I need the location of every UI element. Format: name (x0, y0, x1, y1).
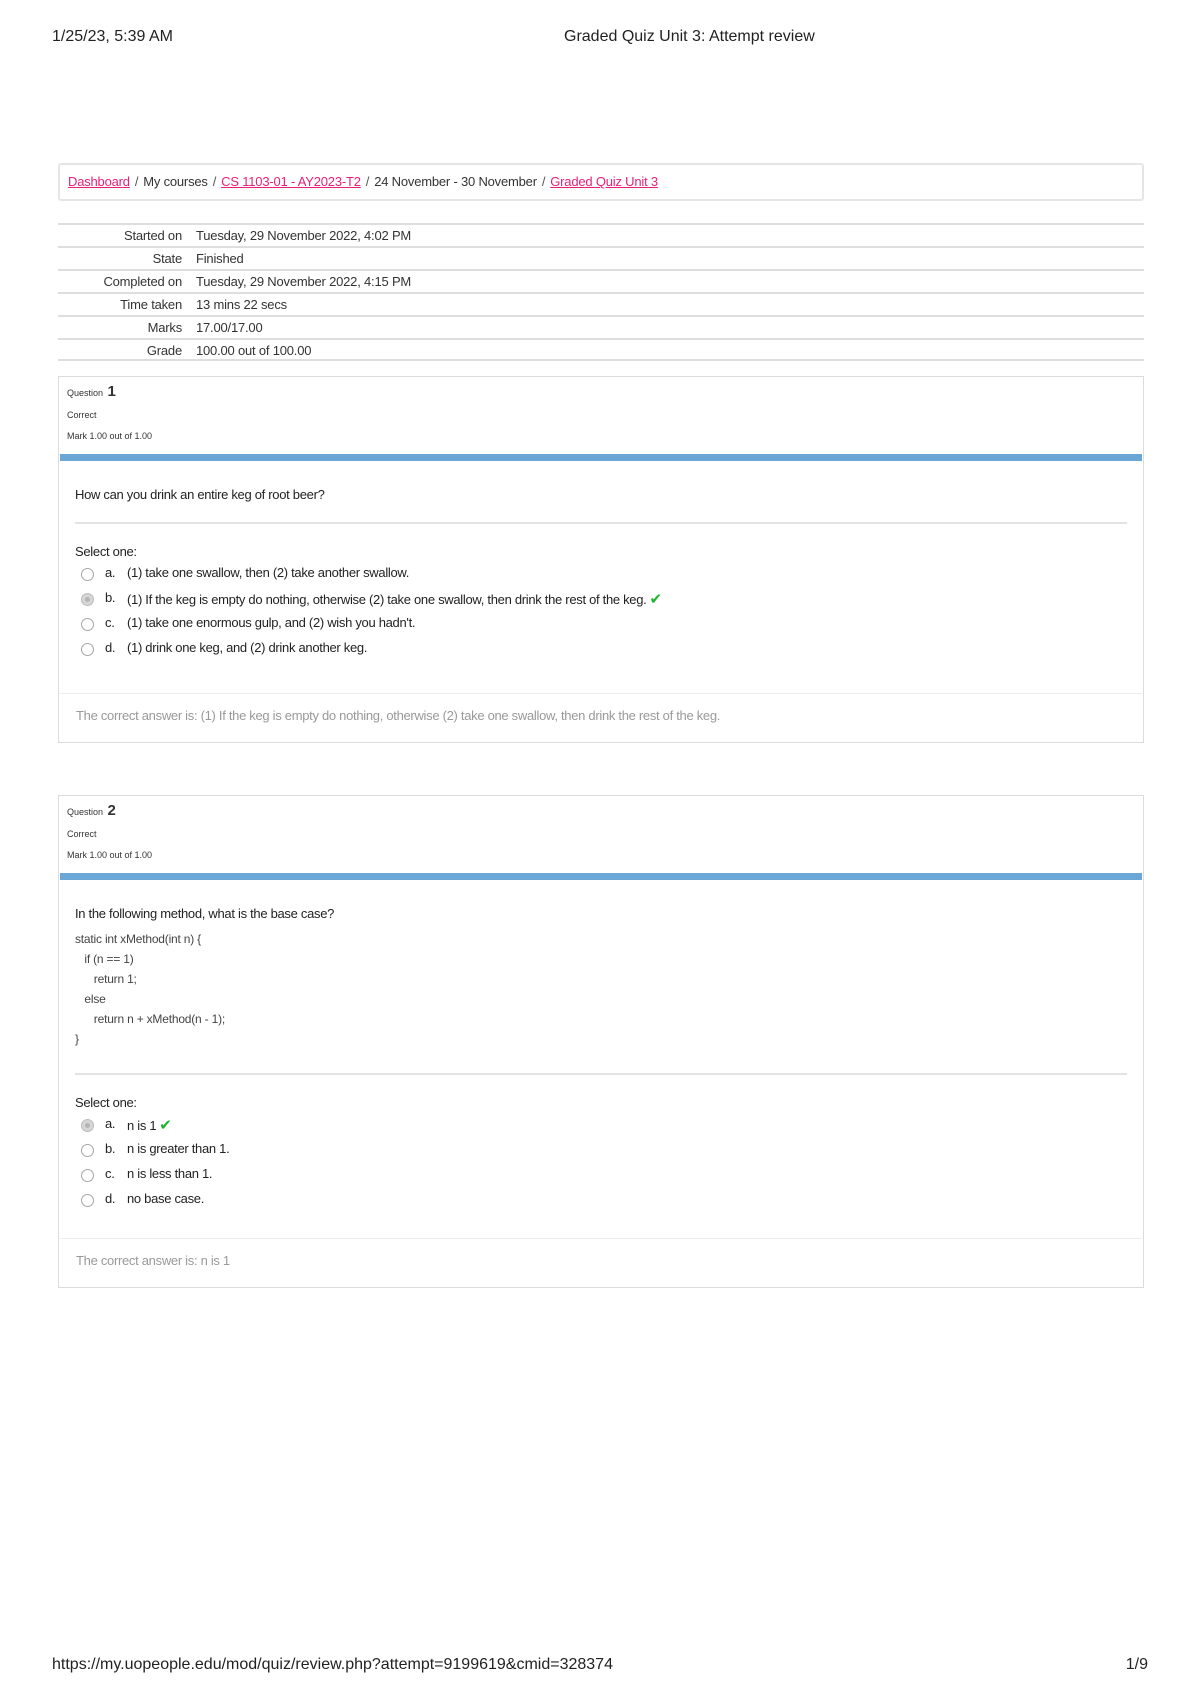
breadcrumb-course-link[interactable]: CS 1103-01 - AY2023-T2 (221, 174, 361, 189)
breadcrumb (58, 163, 1144, 201)
option-text: (1) take one swallow, then (2) take another swallow. (127, 565, 410, 580)
summary-value: 100.00 out of 100.00 (196, 343, 312, 358)
question-content (59, 880, 1143, 1238)
code-line: static int xMethod(int n) { (75, 932, 201, 946)
question-header-bar (60, 454, 1142, 461)
breadcrumb-separator: / (212, 174, 217, 189)
question-label: Question (67, 388, 104, 398)
summary-row-started (58, 223, 1144, 246)
answer-options (75, 1116, 1127, 1216)
option-text: (1) drink one keg, and (2) drink another keg. (127, 640, 368, 655)
radio-button[interactable] (81, 1169, 94, 1182)
summary-row-marks (58, 315, 1144, 338)
answer-option-d[interactable] (75, 640, 1127, 665)
breadcrumb-separator: / (134, 174, 139, 189)
option-text-wrap (127, 1116, 172, 1134)
summary-value: Finished (196, 251, 244, 266)
answer-option-a[interactable] (75, 565, 1127, 590)
option-text: (1) take one enormous gulp, and (2) wish you hadn't. (127, 615, 416, 630)
check-icon: ✔ (159, 1117, 172, 1134)
answer-option-d[interactable] (75, 1191, 1127, 1216)
summary-label: Started on (124, 228, 182, 243)
summary-label: State (152, 251, 182, 266)
breadcrumb-separator: / (365, 174, 370, 189)
code-snippet (75, 929, 1127, 1073)
summary-label: Marks (147, 320, 182, 335)
summary-row-state (58, 246, 1144, 269)
summary-row-completed (58, 269, 1144, 292)
radio-button[interactable] (81, 643, 94, 656)
summary-value: 13 mins 22 secs (196, 297, 287, 312)
code-line: else (75, 992, 106, 1006)
answer-option-b[interactable] (75, 590, 1127, 615)
option-text: (1) If the keg is empty do nothing, otherwise (2) take one swallow, then drink the rest of the keg. (127, 592, 647, 607)
print-date: 1/25/23, 5:39 AM (52, 28, 173, 45)
answer-option-a[interactable] (75, 1116, 1127, 1141)
option-letter: d. (105, 1191, 116, 1206)
question-number (67, 383, 116, 400)
summary-label: Grade (146, 343, 182, 358)
code-line: return n + xMethod(n - 1); (75, 1012, 225, 1026)
answer-option-c[interactable] (75, 615, 1127, 640)
radio-button[interactable] (81, 1144, 94, 1157)
question-info (59, 377, 1143, 454)
radio-button-selected[interactable] (81, 593, 94, 606)
check-icon: ✔ (649, 591, 662, 608)
question-divider (75, 522, 1127, 524)
select-one-prompt: Select one: (75, 1095, 137, 1110)
question-content (59, 461, 1143, 693)
print-footer (52, 1656, 1148, 1676)
question-2 (58, 795, 1144, 1288)
radio-button[interactable] (81, 618, 94, 631)
answer-option-c[interactable] (75, 1166, 1127, 1191)
print-title: Graded Quiz Unit 3: Attempt review (564, 28, 815, 45)
select-one-prompt: Select one: (75, 544, 137, 559)
option-text-wrap (127, 590, 662, 608)
summary-value: Tuesday, 29 November 2022, 4:02 PM (196, 228, 412, 243)
question-text: In the following method, what is the base case? (75, 906, 335, 921)
breadcrumb-dashboard-link[interactable]: Dashboard (68, 174, 130, 189)
question-state: Correct (67, 410, 97, 420)
print-header (52, 28, 1148, 48)
code-line: if (n == 1) (75, 952, 134, 966)
question-state: Correct (67, 829, 97, 839)
summary-label: Time taken (120, 297, 182, 312)
option-letter: a. (105, 565, 116, 580)
option-text: n is less than 1. (127, 1166, 213, 1181)
code-line: return 1; (75, 972, 137, 986)
question-number-value: 2 (107, 802, 116, 819)
page-number: 1/9 (1125, 1656, 1148, 1673)
option-text: n is greater than 1. (127, 1141, 230, 1156)
option-text: n is 1 (127, 1118, 157, 1133)
breadcrumb-quiz-link[interactable]: Graded Quiz Unit 3 (550, 174, 658, 189)
radio-button[interactable] (81, 568, 94, 581)
answer-option-b[interactable] (75, 1141, 1127, 1166)
question-label: Question (67, 807, 104, 817)
breadcrumb-my-courses: My courses (143, 174, 208, 189)
question-text: How can you drink an entire keg of root beer? (75, 487, 325, 502)
correct-answer-feedback: The correct answer is: (1) If the keg is empty do nothing, otherwise (2) take one swallow, then drink the rest of the keg. (60, 693, 1142, 739)
question-grade: Mark 1.00 out of 1.00 (67, 431, 153, 441)
summary-row-time-taken (58, 292, 1144, 315)
question-info (59, 796, 1143, 873)
option-letter: c. (105, 615, 115, 630)
summary-row-grade (58, 338, 1144, 361)
breadcrumb-separator: / (541, 174, 546, 189)
option-letter: b. (105, 590, 116, 605)
question-1 (58, 376, 1144, 743)
summary-value: 17.00/17.00 (196, 320, 263, 335)
attempt-summary-table (58, 223, 1144, 361)
question-header-bar (60, 873, 1142, 880)
option-letter: c. (105, 1166, 115, 1181)
option-text: no base case. (127, 1191, 205, 1206)
question-number (67, 802, 116, 819)
summary-label: Completed on (103, 274, 182, 289)
breadcrumb-week: 24 November - 30 November (374, 174, 537, 189)
page-url: https://my.uopeople.edu/mod/quiz/review.php?attempt=9199619&cmid=328374 (52, 1656, 613, 1673)
question-number-value: 1 (107, 383, 116, 400)
correct-answer-feedback: The correct answer is: n is 1 (60, 1238, 1142, 1284)
radio-button-selected[interactable] (81, 1119, 94, 1132)
question-grade: Mark 1.00 out of 1.00 (67, 850, 153, 860)
radio-button[interactable] (81, 1194, 94, 1207)
code-line: } (75, 1032, 79, 1046)
answer-options (75, 565, 1127, 665)
option-letter: b. (105, 1141, 116, 1156)
question-divider (75, 1073, 1127, 1075)
option-letter: d. (105, 640, 116, 655)
summary-value: Tuesday, 29 November 2022, 4:15 PM (196, 274, 412, 289)
option-letter: a. (105, 1116, 116, 1131)
